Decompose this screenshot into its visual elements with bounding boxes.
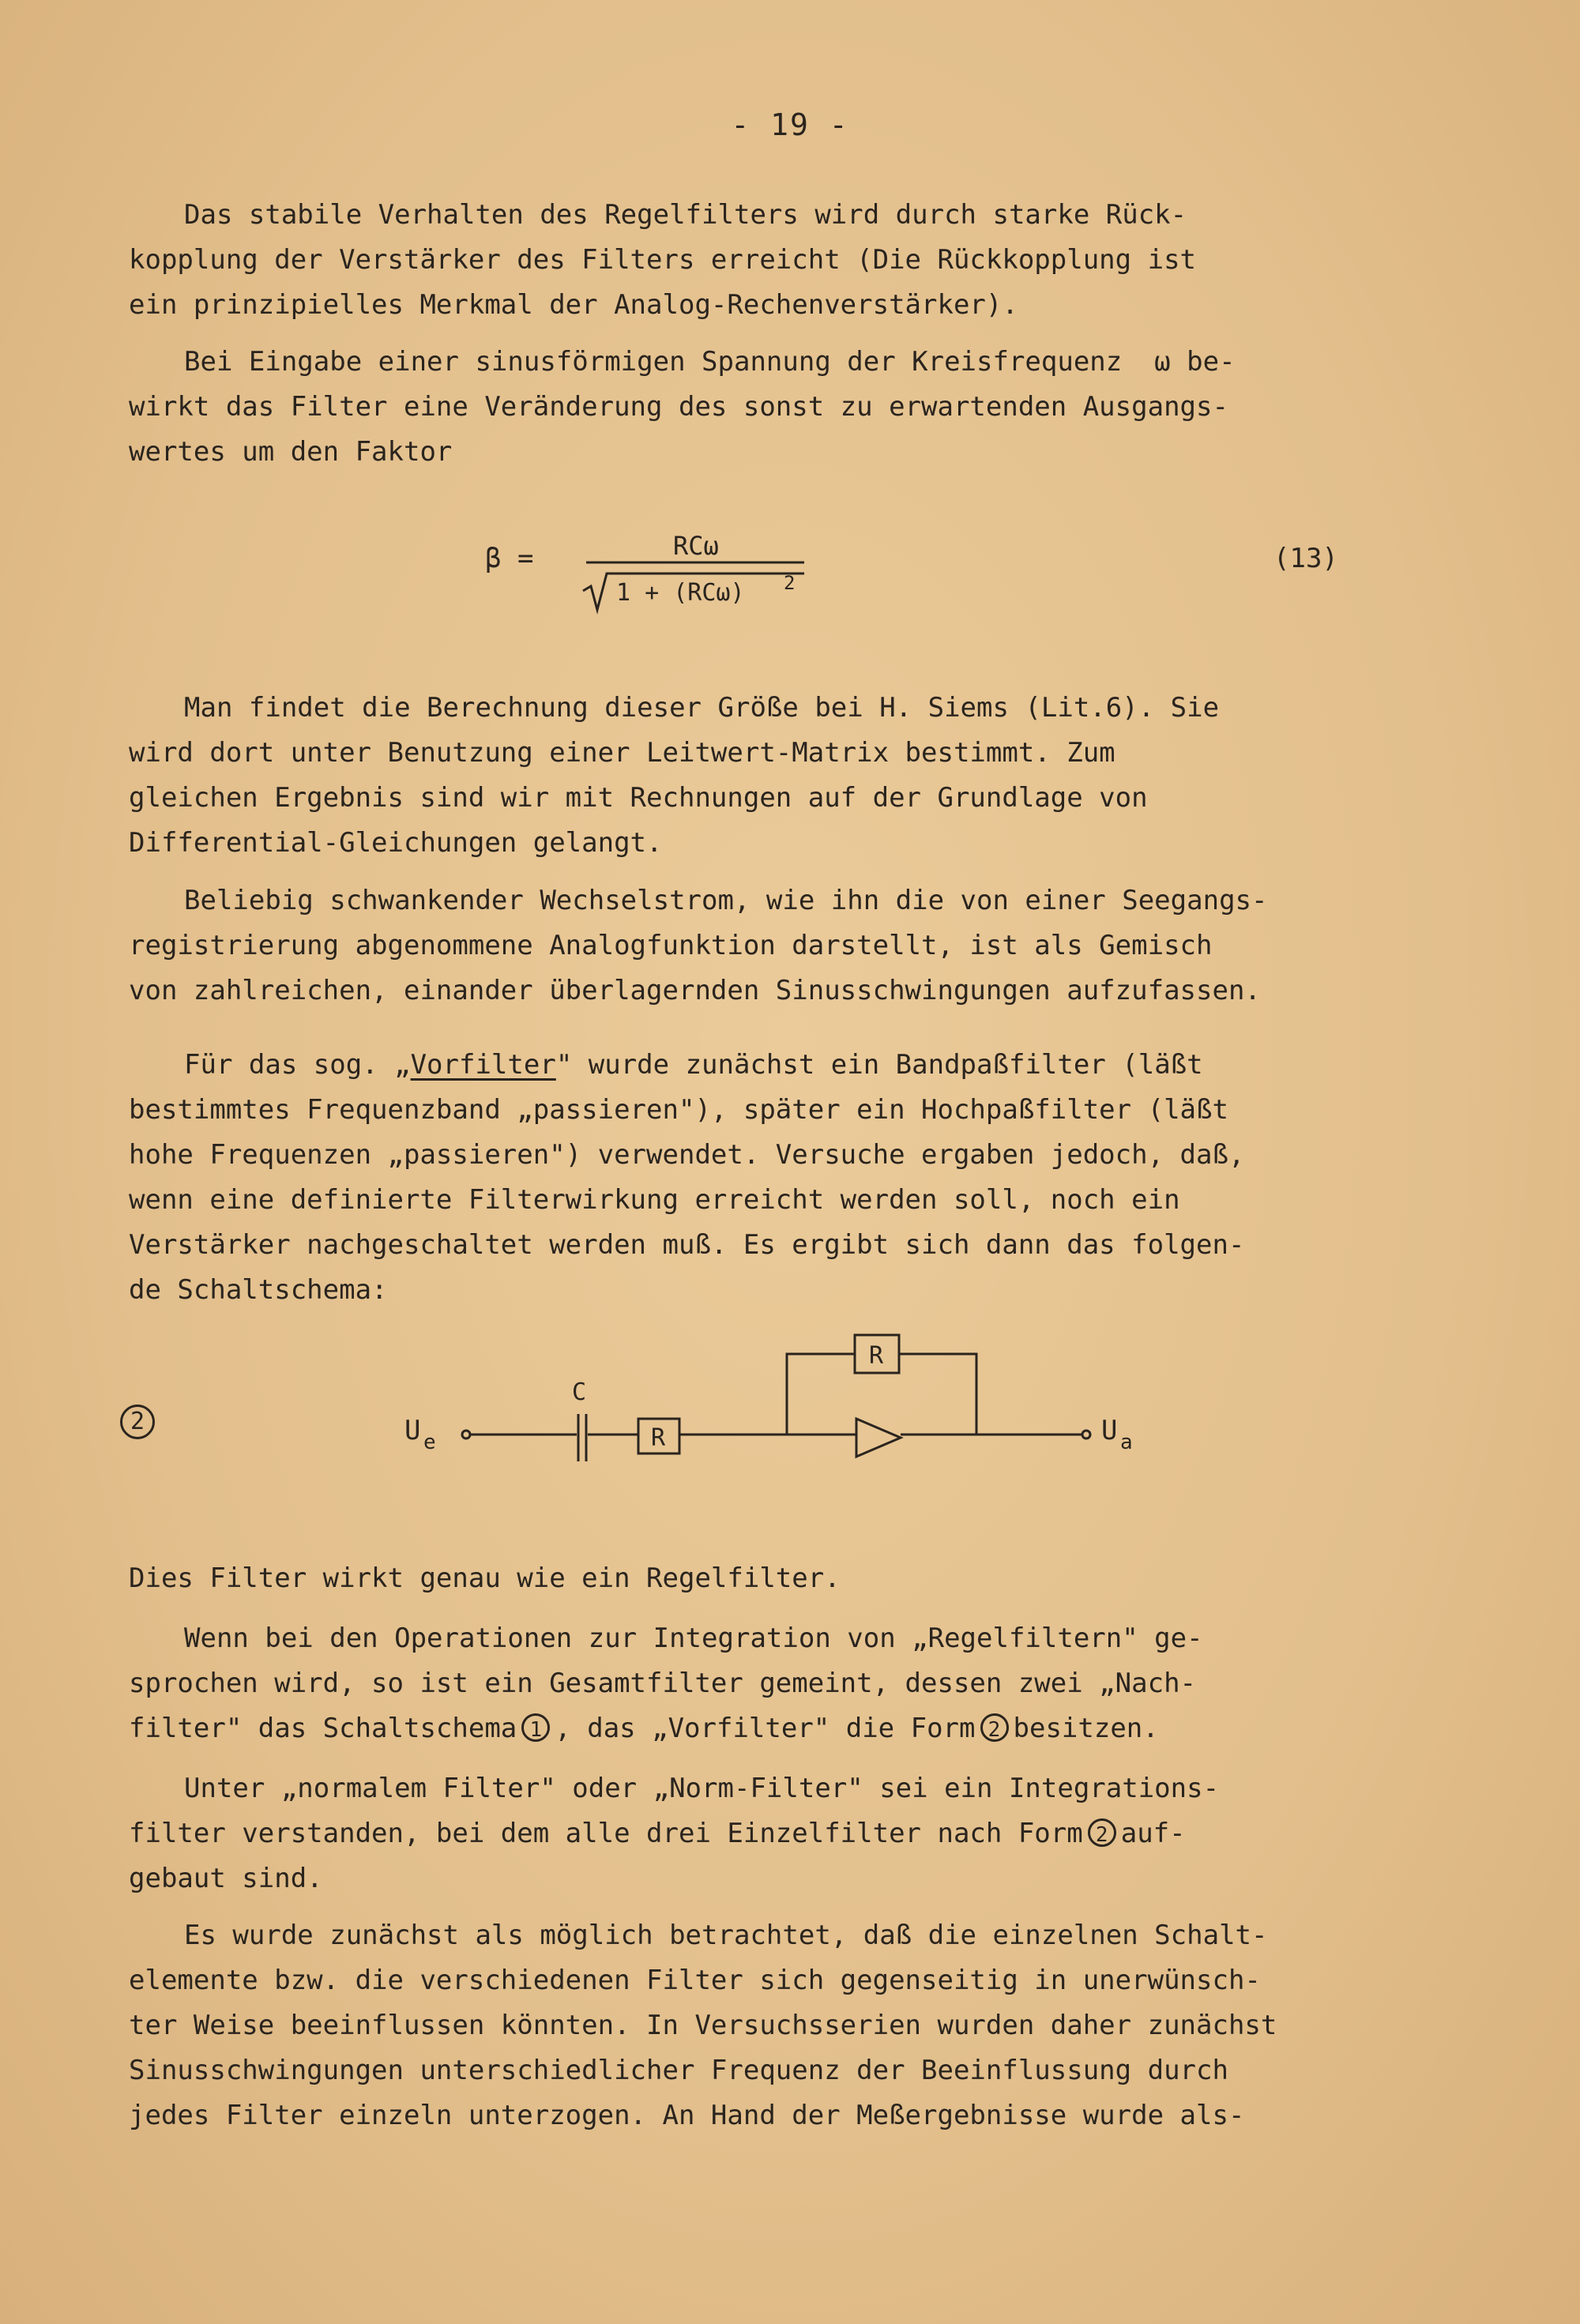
text-line: Es wurde zunächst als möglich betrachtet, daß die einzelnen Schalt-: [184, 1920, 1268, 1951]
text-line: [129, 1706, 1424, 1751]
text-line: wird dort unter Benutzung einer Leitwert-Matrix bestimmt. Zum: [129, 737, 1115, 769]
feedback-wire: [787, 1354, 855, 1435]
text-line: Bei Eingabe einer sinusförmigen Spannung der Kreisfrequenz ω be-: [184, 346, 1236, 378]
paragraph-regelfilter: [129, 1556, 1424, 1601]
resistor-series-label: R: [651, 1424, 666, 1452]
formula-denominator: 1 + (RCω): [616, 579, 745, 607]
text-line: wertes um den Faktor: [129, 436, 453, 468]
text-fragment: , das „Vorfilter" die Form: [555, 1713, 976, 1744]
text-line: Verstärker nachgeschaltet werden muß. Es ergibt sich dann das folgen-: [129, 1229, 1245, 1261]
underlined-term: Vorfilter: [410, 1049, 556, 1081]
text-line: wenn eine definierte Filterwirkung erreicht werden soll, noch ein: [129, 1184, 1180, 1216]
formula-lhs: β =: [485, 543, 534, 574]
text-fragment: " wurde zunächst ein Bandpaßfilter (läßt: [555, 1049, 1203, 1081]
text-line: [129, 1811, 1424, 1856]
text-line: gebaut sind.: [129, 1863, 323, 1894]
text-line: von zahlreichen, einander überlagernden Sinusschwingungen aufzufassen.: [129, 975, 1261, 1006]
text-line: Das stabile Verhalten des Regelfilters wird durch starke Rück-: [184, 199, 1187, 231]
text-line: Unter „normalem Filter" oder „Norm-Filter" sei ein Integrations-: [184, 1773, 1220, 1804]
circled-reference: 2: [980, 1713, 1009, 1742]
text-line: bestimmtes Frequenzband „passieren"), später ein Hochpaßfilter (läßt: [129, 1094, 1228, 1126]
text-line: ter Weise beeinflussen könnten. In Versuchsserien wurden daher zunächst: [129, 2010, 1277, 2041]
paragraph-integration: [129, 1616, 1424, 1751]
text-line: de Schaltschema:: [129, 1274, 388, 1306]
text-line: Beliebig schwankender Wechselstrom, wie ihn die von einer Seegangs-: [184, 885, 1268, 916]
text-line: Man findet die Berechnung dieser Größe bei H. Siems (Lit.6). Sie: [184, 692, 1220, 724]
text-line: Differential-Gleichungen gelangt.: [129, 827, 663, 859]
text-line: kopplung der Verstärker des Filters erreicht (Die Rückkopplung ist: [129, 244, 1197, 276]
input-terminal: [462, 1431, 470, 1438]
page-number: - 19 -: [731, 107, 849, 142]
input-subscript: e: [423, 1431, 436, 1454]
text-line: jedes Filter einzeln unterzogen. An Hand der Meßergebnisse wurde als-: [129, 2100, 1245, 2131]
text-line: elemente bzw. die verschiedenen Filter sich gegenseitig in unerwünsch-: [129, 1965, 1261, 1996]
input-label: U: [404, 1415, 421, 1446]
amplifier-symbol: [856, 1419, 901, 1457]
text-fragment: filter" das Schaltschema: [129, 1713, 517, 1744]
circled-reference: 1: [521, 1713, 550, 1742]
text-line: sprochen wird, so ist ein Gesamtfilter gemeint, dessen zwei „Nach-: [129, 1668, 1197, 1699]
text-line: registrierung abgenommene Analogfunktion darstellt, ist als Gemisch: [129, 930, 1213, 961]
text-fragment: filter verstanden, bei dem alle drei Einzelfilter nach Form: [129, 1818, 1083, 1849]
paragraph-experiments: [129, 1913, 1424, 2138]
feedback-wire: [899, 1354, 976, 1435]
output-label: U: [1101, 1415, 1118, 1446]
resistor-feedback-label: R: [869, 1342, 884, 1370]
formula-exponent: 2: [784, 572, 796, 594]
text-line: wirkt das Filter eine Veränderung des sonst zu erwartenden Ausgangs-: [129, 391, 1228, 423]
text-fragment: auf-: [1120, 1818, 1186, 1849]
text-line: ein prinzipielles Merkmal der Analog-Rechenverstärker).: [129, 289, 1018, 321]
figure-number: 2: [120, 1405, 155, 1439]
text-fragment: Für das sog. „: [184, 1049, 411, 1081]
text-line: hohe Frequenzen „passieren") verwendet. Versuche ergaben jedoch, daß,: [129, 1139, 1245, 1171]
paragraph-norm-filter: [129, 1766, 1424, 1901]
output-subscript: a: [1120, 1431, 1133, 1454]
output-terminal: [1082, 1431, 1090, 1438]
circled-reference: 2: [1088, 1818, 1116, 1847]
text-fragment: besitzen.: [1013, 1713, 1159, 1744]
text-line: Wenn bei den Operationen zur Integration von „Regelfiltern" ge-: [184, 1623, 1203, 1654]
text-line: Dies Filter wirkt genau wie ein Regelfilter.: [129, 1562, 841, 1594]
capacitor-label: C: [572, 1378, 587, 1406]
text-line: Sinusschwingungen unterschiedlicher Frequenz der Beeinflussung durch: [129, 2055, 1228, 2086]
formula-numerator: RCω: [673, 531, 719, 561]
equation-number: (13): [1273, 543, 1338, 574]
text-line: gleichen Ergebnis sind wir mit Rechnungen auf der Grundlage von: [129, 782, 1148, 814]
